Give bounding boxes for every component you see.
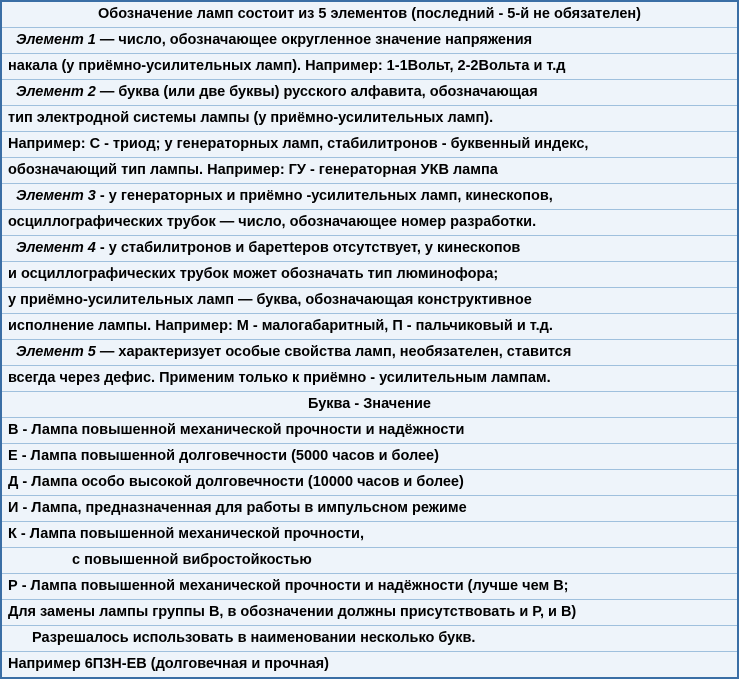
element-2-continuation-2: Например: С - триод; у генераторных ламп, стабилитронов - буквенный индекс, [2,131,737,157]
table-row [2,392,737,418]
element-3-label: Элемент 3 [16,188,96,205]
table-row [2,496,737,522]
letter-row-r: Р - Лампа повышенной механической прочности и надёжности (лучше чем В; [2,574,737,600]
letter-row-e: Е - Лампа повышенной долговечности (5000 часов и более) [2,444,737,470]
table-row [2,27,737,53]
table-row [2,209,737,235]
table-row [2,2,737,27]
letter-row-d: Д - Лампа особо высокой долговечности (10000 часов и более) [2,470,737,496]
table-row [2,261,737,287]
element-3-continuation: осциллографических трубок — число, обозначающее номер разработки. [2,209,737,235]
element-4-continuation-1: и осциллографических трубок может обозначать тип люминофора; [2,261,737,287]
table-row [2,79,737,105]
table-row [2,444,737,470]
letter-row-i: И - Лампа, предназначенная для работы в импульсном режиме [2,496,737,522]
note-multiple-letters: Разрешалось использовать в наименовании несколько букв. [2,626,737,652]
table-row [2,626,737,652]
element-4-continuation-2: у приёмно-усилительных ламп — буква, обозначающая конструктивное [2,287,737,313]
table-row [2,339,737,365]
element-2-label: Элемент 2 [16,83,96,100]
example-row: Например 6П3Н-ЕВ (долговечная и прочная) [8,656,329,673]
table-row [2,105,737,131]
table-row [2,313,737,339]
table-body [2,2,737,677]
element-5-continuation: всегда через дефис. Применим только к приёмно - усилительным лампам. [2,365,737,391]
table-row [2,183,737,209]
table-row [2,131,737,157]
element-1-label: Элемент 1 [16,31,96,48]
table-row [2,53,737,79]
element-4-label: Элемент 4 [16,240,96,257]
table-row [2,418,737,444]
element-5-label: Элемент 5 [16,344,96,361]
table-row [2,287,737,313]
table-row [2,522,737,548]
element-4-continuation-3: исполнение лампы. Например: М - малогабаритный, П - пальчиковый и т.д. [2,313,737,339]
lamp-designation-table [2,2,737,677]
element-2-row [2,79,737,105]
document-title: Обозначение ламп состоит из 5 элементов (последний - 5-й не обязателен) [2,2,737,27]
table-row [2,157,737,183]
element-2-continuation-1: тип электродной системы лампы (у приёмно-усилительных ламп). [2,105,737,131]
table-row [2,235,737,261]
element-2-continuation-3: обозначающий тип лампы. Например: ГУ - генераторная УКВ лампа [2,157,737,183]
table-row [2,600,737,626]
letter-row-r-continuation: Для замены лампы группы В, в обозначении должны присутствовать и Р, и В) [2,600,737,626]
element-3-text: - у генераторных и приёмно -усилительных ламп, кинескопов, [95,188,553,205]
letters-table-header: Буква - Значение [2,392,737,418]
element-5-text: — характеризует особые свойства ламп, необязателен, ставится [95,344,572,361]
table-row [2,365,737,391]
letter-row-k: К - Лампа повышенной механической прочности, [2,522,737,548]
element-4-row [2,235,737,261]
element-1-row [2,27,737,53]
letter-row-k-continuation: с повышенной вибростойкостью [2,548,737,574]
element-1-continuation: накала (у приёмно-усилительных ламп). Например: 1-1Вольт, 2-2Вольта и т.д [2,53,737,79]
element-2-text: — буква (или две буквы) русского алфавита, обозначающая [95,83,538,100]
table-row [2,574,737,600]
element-4-text: - у стабилитронов и баретteров отсутствует, у кинескопов [95,240,521,257]
element-1-text: — число, обозначающее округленное значение напряжения [95,31,533,48]
table-row [2,548,737,574]
table-row [2,470,737,496]
letter-row-v: В - Лампа повышенной механической прочности и надёжности [2,418,737,444]
element-5-row [2,339,737,365]
table-row [2,652,737,677]
element-3-row [2,183,737,209]
